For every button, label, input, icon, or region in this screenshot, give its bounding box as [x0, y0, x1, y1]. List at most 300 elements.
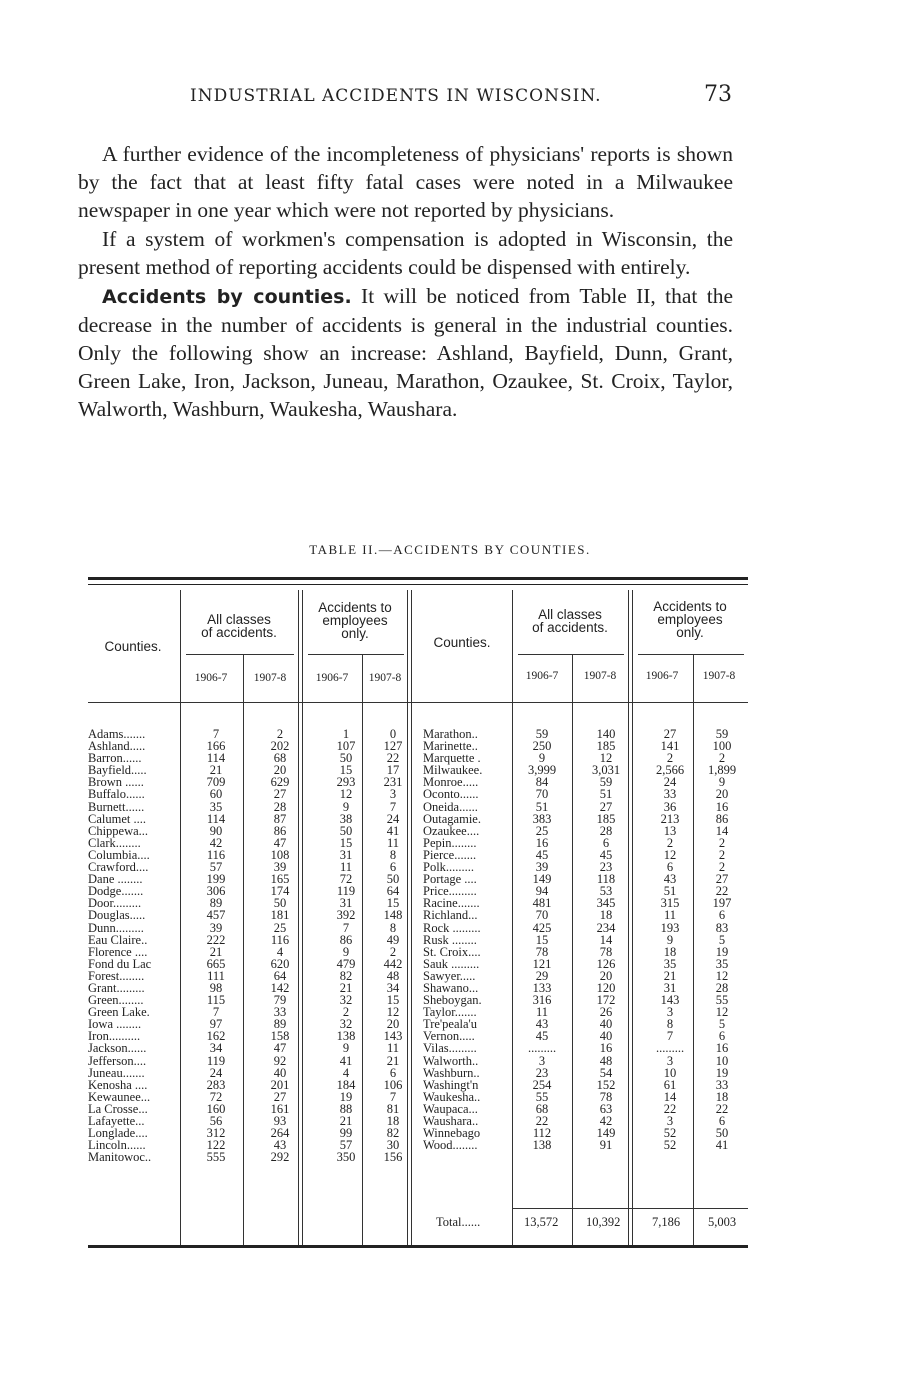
table-cell: 21 — [339, 1114, 353, 1128]
table-cell: Buffalo...... — [88, 787, 145, 802]
table-cell: Washingt'n — [423, 1077, 479, 1092]
table-cell: Dane ........ — [88, 872, 143, 887]
table-cell: 140 — [596, 727, 616, 741]
table-cell: Sheboygan. — [423, 993, 482, 1008]
table-cell: 6 — [602, 835, 610, 850]
table-cell: 78 — [599, 1089, 613, 1104]
table-cell: 33 — [273, 1005, 287, 1020]
table-cell: 119 — [206, 1053, 226, 1068]
table-cell: 24 — [663, 775, 677, 790]
year-header: 1906-7 — [645, 670, 679, 682]
right-all-1907 — [586, 728, 626, 1151]
table-cell: 231 — [383, 775, 403, 790]
table-cell: 72 — [209, 1089, 223, 1104]
table-cell: 9 — [718, 775, 726, 790]
table-cell: 6 — [389, 1065, 397, 1080]
table-cell: 45 — [599, 847, 613, 862]
table-cell: Kewaunee... — [88, 1089, 151, 1104]
table-cell: ......... — [655, 1041, 685, 1056]
year-header: 1906-7 — [315, 672, 349, 684]
table-cell: 2 — [276, 727, 284, 741]
running-header — [0, 82, 900, 116]
total-emp-1906: 7,186 — [652, 1215, 681, 1229]
table-cell: 11 — [339, 860, 353, 875]
table-cell: 57 — [339, 1138, 353, 1153]
table-cell: 114 — [206, 751, 226, 766]
table-cell: 149 — [532, 872, 552, 887]
table-cell: 115 — [206, 993, 226, 1008]
table-cell: 50 — [339, 823, 353, 838]
table-cell: Grant......... — [88, 980, 145, 995]
table-cell: 35 — [663, 956, 677, 971]
table-cell: Florence .... — [88, 944, 148, 959]
table-cell: 16 — [599, 1041, 613, 1056]
table-cell: Bayfield..... — [88, 763, 147, 778]
table-cell: 4 — [342, 1065, 350, 1080]
table-cell: 6 — [718, 908, 726, 923]
table-cell: Calumet .... — [88, 811, 146, 826]
table-cell: 47 — [273, 1041, 287, 1056]
table-cell: 22 — [715, 1101, 729, 1116]
table-cell: 53 — [599, 884, 613, 899]
table-cell: 59 — [715, 727, 729, 741]
table-cell: 20 — [599, 968, 613, 983]
table-cell: 119 — [336, 884, 356, 899]
table-cell: 8 — [666, 1017, 674, 1032]
table-cell: 64 — [386, 884, 400, 899]
table-cell: 2 — [666, 751, 674, 766]
table-cell: 283 — [206, 1077, 226, 1092]
table-cell: Longlade.... — [88, 1126, 148, 1141]
table-cell: 50 — [339, 751, 353, 766]
counties-header-left: Counties. — [104, 639, 162, 654]
table-cell: Shawano... — [423, 980, 479, 995]
table-cell: 32 — [339, 993, 353, 1008]
table-cell: 312 — [206, 1126, 226, 1141]
table-cell: 52 — [663, 1126, 677, 1141]
table-cell: 9 — [538, 751, 546, 766]
table-cell: 60 — [209, 787, 223, 802]
table-cell: 86 — [273, 823, 287, 838]
column-divider — [302, 590, 303, 1245]
table-cell: Fond du Lac — [88, 956, 152, 971]
table-cell: 172 — [596, 993, 616, 1008]
table-cell: 9 — [342, 1041, 350, 1056]
table-cell: 41 — [715, 1138, 729, 1153]
table-cell: 1 — [342, 727, 350, 741]
table-cell: 55 — [715, 993, 729, 1008]
page-header-title: INDUSTRIAL ACCIDENTS IN WISCONSIN. — [190, 86, 602, 106]
table-cell: 29 — [535, 968, 549, 983]
table-cell: 181 — [270, 908, 290, 923]
table-cell: 152 — [596, 1077, 616, 1092]
table-cell: 293 — [336, 775, 356, 790]
table-cell: 40 — [273, 1065, 287, 1080]
table-cell: 90 — [209, 823, 223, 838]
paragraph-compensation: If a system of workmen's compensation is adopted in Wisconsin, the present method of reporting accidents could be dispensed with entirely. — [78, 227, 733, 279]
table-cell: 39 — [273, 860, 287, 875]
table-cell: 0 — [389, 727, 397, 741]
table-cell: 43 — [535, 1017, 549, 1032]
table-cell: 31 — [339, 847, 353, 862]
table-cell: 20 — [715, 787, 729, 802]
table-cell: Douglas..... — [88, 908, 146, 923]
table-cell: Marathon.. — [423, 727, 478, 741]
table-cell: 35 — [715, 956, 729, 971]
table-cell: Barron...... — [88, 751, 142, 766]
table-cell: 156 — [383, 1150, 403, 1165]
table-cell: Tre'peala'u — [423, 1017, 478, 1032]
table-cell: 16 — [535, 835, 549, 850]
table-cell: 5 — [718, 932, 726, 947]
table-cell: 2 — [718, 860, 726, 875]
table-cell: 6 — [718, 1114, 726, 1128]
table-cell: Kenosha .... — [88, 1077, 148, 1092]
table-cell: 31 — [339, 896, 353, 911]
table-cell: 70 — [535, 908, 549, 923]
table-bottom-rule — [88, 1245, 748, 1248]
table-cell: 57 — [209, 860, 223, 875]
table-cell: Green........ — [88, 993, 144, 1008]
table-cell: 27 — [273, 787, 287, 802]
total-all-1907: 10,392 — [586, 1215, 621, 1229]
table-cell: 33 — [663, 787, 677, 802]
table-cell: 18 — [386, 1114, 400, 1128]
table-cell: 118 — [596, 872, 616, 887]
table-top-thin-rule — [88, 584, 748, 585]
column-divider — [243, 655, 244, 1245]
table-cell: 27 — [715, 872, 729, 887]
table-cell: 11 — [663, 908, 677, 923]
table-cell: 7 — [389, 1089, 397, 1104]
table-cell: 213 — [660, 811, 680, 826]
table-cell: 27 — [663, 727, 677, 741]
year-header: 1907-8 — [368, 672, 402, 684]
page-number: 73 — [704, 82, 732, 107]
table-cell: Racine....... — [423, 896, 480, 911]
table-cell: 40 — [599, 1029, 613, 1044]
table-cell: 165 — [270, 872, 290, 887]
table-cell: 107 — [336, 739, 356, 754]
right-emp-1907 — [700, 728, 744, 1151]
table-cell: 64 — [273, 968, 287, 983]
table-cell: 35 — [209, 799, 223, 814]
table-cell: 112 — [532, 1126, 552, 1141]
table-cell: Brown ...... — [88, 775, 144, 790]
column-divider — [693, 655, 694, 1245]
column-divider — [632, 590, 633, 1245]
table-cell: 5 — [718, 1017, 726, 1032]
table-cell: 12 — [715, 1005, 729, 1020]
table-cell: 2 — [389, 944, 397, 959]
table-cell: 2 — [342, 1005, 350, 1020]
table-cell: 142 — [270, 980, 290, 995]
table-cell: Rock ......... — [423, 920, 481, 935]
table-cell: 14 — [663, 1089, 677, 1104]
table-cell: 34 — [386, 980, 400, 995]
table-cell: 31 — [663, 980, 677, 995]
table-cell: 41 — [386, 823, 400, 838]
table-cell: 3 — [389, 787, 397, 802]
table-cell: 106 — [383, 1077, 403, 1092]
paragraph-physicians: A further evidence of the incompleteness of physicians' reports is shown by the fact that at least fifty fatal cases were noted in a Milwaukee newspaper in one year which were not reported by physicians. — [78, 142, 733, 222]
table-cell: 88 — [339, 1101, 353, 1116]
table-cell: 22 — [663, 1101, 677, 1116]
table-cell: Iron.......... — [88, 1029, 141, 1044]
table-cell: 22 — [386, 751, 400, 766]
table-cell: 15 — [339, 763, 353, 778]
table-cell: 55 — [535, 1089, 549, 1104]
left-all-1906 — [200, 728, 232, 1163]
table-cell: 457 — [206, 908, 226, 923]
table-cell: 665 — [206, 956, 226, 971]
table-cell: 2 — [666, 835, 674, 850]
table-cell: 4 — [276, 944, 284, 959]
table-cell: 30 — [386, 1138, 400, 1153]
table-cell: 6 — [389, 860, 397, 875]
table-cell: 174 — [270, 884, 290, 899]
table-cell: Waushara.. — [423, 1114, 479, 1128]
table-cell: 25 — [535, 823, 549, 838]
table-cell: 111 — [207, 968, 225, 983]
table-cell: 81 — [386, 1101, 400, 1116]
right-county-names — [423, 728, 515, 1151]
table-cell: 21 — [209, 763, 223, 778]
table-cell: 24 — [386, 811, 400, 826]
table-cell: 222 — [206, 932, 226, 947]
table-cell: 3,999 — [527, 763, 557, 778]
table-cell: Crawford.... — [88, 860, 149, 875]
table-cell: 49 — [386, 932, 400, 947]
table-cell: Price......... — [423, 884, 477, 899]
table-cell: 345 — [596, 896, 616, 911]
table-cell: 28 — [273, 799, 287, 814]
table-cell: 6 — [718, 1029, 726, 1044]
table-cell: 149 — [596, 1126, 616, 1141]
table-cell: 21 — [663, 968, 677, 983]
table-cell: 479 — [336, 956, 356, 971]
table-cell: 143 — [383, 1029, 403, 1044]
table-cell: 34 — [209, 1041, 223, 1056]
table-cell: 79 — [273, 993, 287, 1008]
header-underline — [638, 654, 744, 655]
table-cell: 50 — [386, 872, 400, 887]
table-cell: Washburn.. — [423, 1065, 480, 1080]
table-cell: 2 — [718, 835, 726, 850]
table-cell: 28 — [715, 980, 729, 995]
table-cell: Sawyer..... — [423, 968, 476, 983]
table-cell: 70 — [535, 787, 549, 802]
table-cell: 39 — [209, 920, 223, 935]
table-cell: 162 — [206, 1029, 226, 1044]
table-cell: 27 — [599, 799, 613, 814]
table-cell: 48 — [599, 1053, 613, 1068]
table-cell: Portage .... — [423, 872, 477, 887]
table-cell: 18 — [663, 944, 677, 959]
table-cell: 24 — [209, 1065, 223, 1080]
table-cell: Columbia.... — [88, 847, 150, 862]
paragraph-counties — [78, 282, 733, 423]
table-cell: 50 — [273, 896, 287, 911]
table-cell: 23 — [535, 1065, 549, 1080]
table-cell: 160 — [206, 1101, 226, 1116]
table-cell: Dodge....... — [88, 884, 144, 899]
table-cell: Juneau....... — [88, 1065, 145, 1080]
table-cell: Richland... — [423, 908, 478, 923]
table-cell: Green Lake. — [88, 1005, 150, 1020]
table-cell: 45 — [535, 1029, 549, 1044]
table-cell: 12 — [715, 968, 729, 983]
table-cell: Door......... — [88, 896, 142, 911]
table-cell: 392 — [336, 908, 356, 923]
table-cell: 15 — [386, 896, 400, 911]
body-text — [78, 140, 733, 424]
table-cell: 36 — [663, 799, 677, 814]
table-cell: Sauk ......... — [423, 956, 480, 971]
table-cell: 292 — [270, 1150, 290, 1165]
table-cell: 15 — [386, 993, 400, 1008]
table-cell: 33 — [715, 1077, 729, 1092]
total-all-1906: 13,572 — [524, 1215, 559, 1229]
table-cell: 17 — [386, 763, 400, 778]
right-all-1906 — [522, 728, 562, 1151]
table-cell: Eau Claire.. — [88, 932, 148, 947]
section-heading: Accidents by counties. — [102, 286, 352, 308]
table-cell: 78 — [599, 944, 613, 959]
table-cell: 22 — [535, 1114, 549, 1128]
table-cell: Chippewa... — [88, 823, 149, 838]
table-cell: 10 — [715, 1053, 729, 1068]
table-cell: Vernon..... — [423, 1029, 475, 1044]
table-cell: Jefferson.... — [88, 1053, 147, 1068]
table-cell: 78 — [535, 944, 549, 959]
table-cell: 98 — [209, 980, 223, 995]
table-cell: 316 — [532, 993, 552, 1008]
table-cell: 11 — [386, 835, 400, 850]
table-cell: 99 — [339, 1126, 353, 1141]
table-cell: 19 — [715, 944, 729, 959]
table-cell: 41 — [339, 1053, 353, 1068]
table-cell: 43 — [273, 1138, 287, 1153]
table-cell: Pepin........ — [423, 835, 477, 850]
table-cell: 26 — [599, 1005, 613, 1020]
table-cell: 185 — [596, 811, 616, 826]
table-cell: 7 — [666, 1029, 674, 1044]
table-cell: Wood........ — [423, 1138, 478, 1153]
table-cell: Forest........ — [88, 968, 145, 983]
table-cell: 15 — [339, 835, 353, 850]
employees-header-left: Accidents to employees only. — [318, 600, 392, 641]
table-cell: 47 — [273, 835, 287, 850]
table-cell: 89 — [209, 896, 223, 911]
table-cell: 254 — [532, 1077, 552, 1092]
table-cell: Milwaukee. — [423, 763, 483, 778]
table-cell: 7 — [389, 799, 397, 814]
table-cell: Taylor....... — [423, 1005, 477, 1020]
table-cell: 7 — [212, 727, 220, 741]
table-cell: 82 — [339, 968, 353, 983]
table-cell: 83 — [715, 920, 729, 935]
total-emp-1907: 5,003 — [708, 1215, 737, 1229]
table-cell: 6 — [666, 860, 674, 875]
table-cell: 14 — [715, 823, 729, 838]
table-cell: 315 — [660, 896, 680, 911]
table-cell: 21 — [386, 1053, 400, 1068]
table-cell: 10 — [663, 1065, 677, 1080]
table-cell: 8 — [389, 847, 397, 862]
table-cell: 442 — [383, 956, 403, 971]
table-cell: 143 — [660, 993, 680, 1008]
table-cell: 9 — [342, 799, 350, 814]
table-cell: 126 — [596, 956, 616, 971]
table-cell: 19 — [339, 1089, 353, 1104]
table-cell: 116 — [206, 847, 226, 862]
table-cell: 54 — [599, 1065, 613, 1080]
table-cell: 306 — [206, 884, 226, 899]
table-cell: 114 — [206, 811, 226, 826]
table-cell: Iowa ........ — [88, 1017, 142, 1032]
table-cell: 2 — [718, 847, 726, 862]
total-rule — [512, 1208, 748, 1209]
table-cell: 93 — [273, 1114, 287, 1128]
table-cell: 1,899 — [707, 763, 737, 778]
table-cell: Polk......... — [423, 860, 475, 875]
table-cell: 28 — [599, 823, 613, 838]
table-cell: 16 — [715, 1041, 729, 1056]
table-cell: 51 — [535, 799, 549, 814]
table-cell: 94 — [535, 884, 549, 899]
table-top-rule — [88, 577, 748, 580]
table-cell: 12 — [663, 847, 677, 862]
table-cell: 21 — [339, 980, 353, 995]
table-cell: 18 — [599, 908, 613, 923]
table-cell: 51 — [599, 787, 613, 802]
table-cell: 42 — [209, 835, 223, 850]
column-divider — [572, 655, 573, 1245]
year-header: 1907-8 — [702, 670, 736, 682]
table-cell: Waukesha.. — [423, 1089, 481, 1104]
table-cell: 12 — [386, 1005, 400, 1020]
table-cell: Ashland..... — [88, 739, 146, 754]
table-cell: 23 — [599, 860, 613, 875]
table-cell: 197 — [712, 896, 732, 911]
left-all-1907 — [264, 728, 296, 1163]
table-cell: 91 — [599, 1138, 613, 1153]
table-cell: 19 — [715, 1065, 729, 1080]
table-cell: 148 — [383, 908, 403, 923]
table-cell: 199 — [206, 872, 226, 887]
table-cell: 56 — [209, 1114, 223, 1128]
table-cell: 425 — [532, 920, 552, 935]
table-cell: 555 — [206, 1150, 226, 1165]
table-cell: 201 — [270, 1077, 290, 1092]
table-cell: 38 — [339, 811, 353, 826]
table-cell: 18 — [715, 1089, 729, 1104]
table-cell: 3 — [666, 1005, 674, 1020]
table-cell: Pierce....... — [423, 847, 477, 862]
table-cell: 11 — [386, 1041, 400, 1056]
table-cell: 141 — [660, 739, 680, 754]
table-cell: 11 — [535, 1005, 549, 1020]
table-cell: Outagamie. — [423, 811, 481, 826]
table-cell: 12 — [599, 751, 613, 766]
table-cell: 133 — [532, 980, 552, 995]
table-cell: 32 — [339, 1017, 353, 1032]
table-cell: 42 — [599, 1114, 613, 1128]
table-cell: 48 — [386, 968, 400, 983]
table-cell: Vilas......... — [423, 1041, 477, 1056]
table-cell: 234 — [596, 920, 616, 935]
